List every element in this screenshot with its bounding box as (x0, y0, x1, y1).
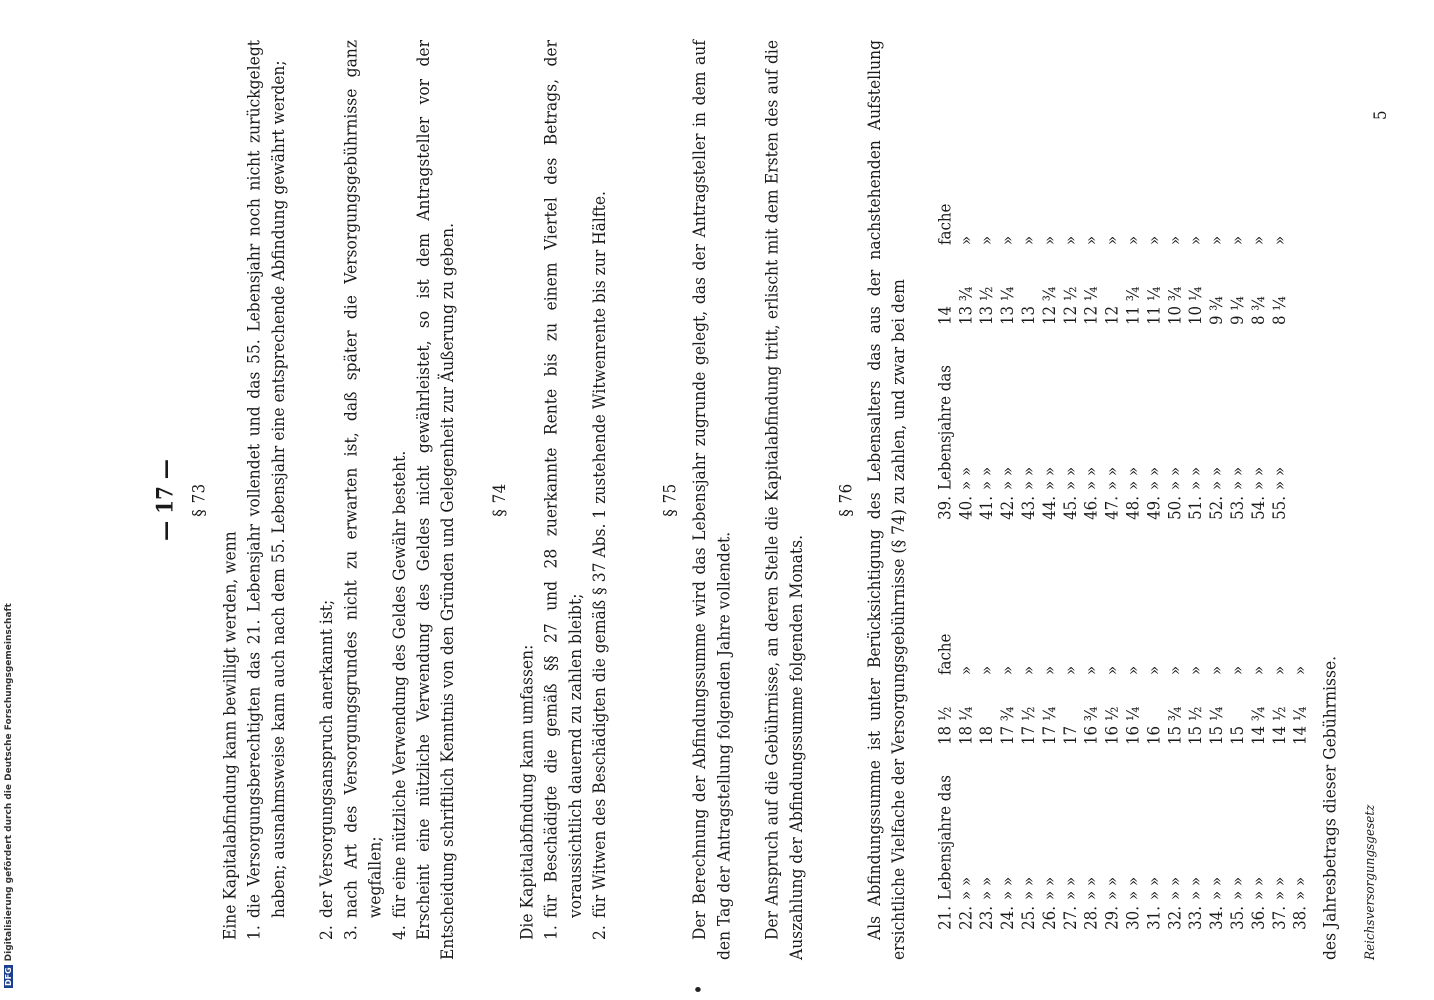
row-age: 22. (955, 906, 976, 930)
row-label: » » (1144, 466, 1164, 490)
row-suffix: » (976, 235, 997, 245)
row-suffix: » (1081, 235, 1102, 245)
page-number: — 17 — (151, 459, 179, 541)
row-label: » » (1164, 466, 1185, 490)
row-age: 31. (1144, 906, 1164, 930)
table-row (1144, 560, 1165, 940)
digitization-credit (4, 0, 16, 1000)
row-multiplier: 13 ½ (976, 286, 997, 325)
section-76-closing: des Jahresbetrags dieser Gebührnisse. (1320, 655, 1340, 960)
row-multiplier: 11 ¾ (1123, 286, 1143, 325)
table-row (1019, 560, 1040, 940)
table-row (1123, 110, 1144, 530)
row-suffix: » (1206, 235, 1227, 245)
row-multiplier: 18 ¼ (955, 706, 976, 745)
table-row (1019, 110, 1040, 530)
row-multiplier: 17 (1060, 725, 1081, 745)
row-multiplier: 18 ½ (935, 706, 955, 745)
table-row (1123, 560, 1144, 940)
section-73-item-4 (387, 40, 411, 940)
row-age: 28. (1081, 906, 1102, 930)
row-multiplier: 9 ¼ (1227, 296, 1248, 325)
row-suffix: » (1185, 235, 1206, 245)
table-row (1269, 560, 1290, 940)
row-age: 36. (1248, 906, 1269, 930)
row-label: » » (1039, 876, 1060, 900)
row-label: » » (997, 466, 1018, 490)
row-label: Lebensjahre das (935, 775, 955, 900)
row-suffix: » (1102, 665, 1122, 675)
row-label: » » (1144, 876, 1164, 900)
row-suffix: » (1018, 235, 1039, 245)
row-suffix: » (1269, 665, 1290, 675)
row-age: 55. (1269, 496, 1290, 520)
section-74-heading: § 74 (489, 483, 510, 517)
item-text: nach Art des Versorgungsgrundes nicht zu erwarten ist, daß später die Versorgungsgebührnisse ganz wegfallen; (341, 40, 385, 918)
row-label: » » (997, 876, 1018, 900)
table-row (1081, 560, 1102, 940)
row-multiplier: 16 ¼ (1123, 706, 1143, 745)
section-73-item-2 (315, 40, 339, 940)
row-multiplier: 8 ¾ (1248, 296, 1269, 325)
row-label: » » (1018, 466, 1039, 490)
row-age: 42. (997, 496, 1018, 520)
table-row (977, 560, 998, 940)
row-age: 39. (935, 496, 955, 520)
row-age: 29. (1102, 906, 1122, 930)
item-number: 2. (316, 925, 337, 940)
row-suffix: » (1185, 665, 1206, 675)
table-row (1207, 560, 1228, 940)
row-multiplier: 15 ¾ (1164, 706, 1185, 745)
row-age: 23. (976, 906, 997, 930)
margin-dot (695, 987, 701, 992)
table-row (956, 110, 977, 530)
row-age: 33. (1185, 906, 1206, 930)
row-suffix: » (1123, 235, 1143, 245)
table-row (998, 560, 1019, 940)
row-suffix: » (1269, 235, 1290, 245)
row-suffix: » (1144, 665, 1164, 675)
table-row (1186, 560, 1207, 940)
row-suffix: » (955, 665, 976, 675)
row-suffix: » (997, 235, 1018, 245)
row-suffix: » (1290, 665, 1311, 675)
table-row (1060, 560, 1081, 940)
row-label: » » (1164, 876, 1185, 900)
section-73-intro: Eine Kapitalabfindung kann bewilligt werden, wenn (220, 531, 240, 940)
table-row (1102, 560, 1123, 940)
row-age: 52. (1206, 496, 1227, 520)
table-row (935, 560, 956, 940)
row-label: » » (1018, 876, 1039, 900)
table-row (1060, 110, 1081, 530)
row-age: 43. (1018, 496, 1039, 520)
row-age: 45. (1060, 496, 1081, 520)
row-label: » » (1081, 876, 1102, 900)
row-multiplier: 13 ¼ (997, 286, 1018, 325)
table-row (1040, 560, 1061, 940)
section-76-intro: Als Abfindungssumme ist unter Berücksichtigung des Lebensalters das aus der nachstehenden Aufstellung ersichtliche Vielfache der Versorgungsgebührnisse (§ 74) zu zahlen, und zwar bei dem (864, 40, 909, 960)
row-label: » » (1060, 876, 1081, 900)
table-row (935, 110, 956, 530)
row-age: 40. (955, 496, 976, 520)
row-multiplier: 14 (935, 305, 955, 325)
row-label: » » (1227, 466, 1248, 490)
row-age: 32. (1164, 906, 1185, 930)
item-text: die Versorgungsberechtigten das 21. Lebensjahr vollendet und das 55. Lebensjahr noch nicht zurückgelegt haben; ausnahmsweise kann auch nach dem 55. Lebensjahr eine entsprechende Abfindung gewährt werden; (244, 40, 289, 918)
row-label: » » (1123, 466, 1143, 490)
row-label: » » (1269, 876, 1290, 900)
section-74-item-1 (539, 40, 587, 940)
item-number: 3. (341, 925, 361, 940)
row-suffix: » (1039, 235, 1060, 245)
row-multiplier: 14 ½ (1269, 706, 1290, 745)
row-multiplier: 11 ¼ (1144, 286, 1164, 325)
document-page (132, 0, 1425, 1000)
table-row (1269, 110, 1290, 530)
row-multiplier: 10 ¾ (1164, 286, 1185, 325)
table-row (977, 110, 998, 530)
row-age: 44. (1039, 496, 1060, 520)
row-label: » » (1248, 876, 1269, 900)
table-row (1207, 110, 1228, 530)
row-suffix: fache (935, 633, 955, 675)
section-76-heading: § 76 (836, 483, 856, 517)
row-multiplier: 14 ¾ (1248, 706, 1269, 745)
row-age: 24. (997, 906, 1018, 930)
row-suffix: » (955, 235, 976, 245)
row-age: 37. (1269, 906, 1290, 930)
row-label: » » (1185, 466, 1206, 490)
row-multiplier: 13 (1018, 305, 1039, 325)
item-number: 2. (589, 925, 610, 940)
item-number: 1. (541, 925, 561, 940)
row-suffix: » (1206, 665, 1227, 675)
row-age: 26. (1039, 906, 1060, 930)
section-73-heading: § 73 (189, 483, 209, 517)
row-label: » » (1123, 876, 1143, 900)
row-label: » » (1039, 466, 1060, 490)
row-suffix: » (997, 665, 1018, 675)
row-multiplier: 16 ½ (1102, 706, 1122, 745)
section-74-item-2 (587, 40, 635, 940)
section-74-intro: Die Kapitalabfindung kann umfassen: (517, 644, 537, 940)
row-multiplier: 9 ¾ (1206, 296, 1227, 325)
item-text: für Beschädigte die gemäß §§ 27 und 28 zuerkannte Rente bis zu einem Viertel des Betrags, der voraussichtlich dauernd zu zahlen bleibt; (541, 40, 586, 918)
row-suffix: » (1123, 665, 1143, 675)
section-73-closing: Erscheint eine nützliche Verwendung des Geldes nicht gewährleistet, so ist dem Antragsteller vor der Entscheidung schriftlich Kenntnis von den Gründen und Gelegenheit zur Äußerung zu geben. (413, 40, 458, 960)
row-suffix: » (1039, 665, 1060, 675)
item-number: 4. (389, 925, 410, 940)
table-row (1290, 560, 1311, 940)
row-suffix: » (1164, 235, 1185, 245)
row-suffix: » (1060, 665, 1081, 675)
row-label: » » (1102, 876, 1122, 900)
row-age: 30. (1123, 906, 1143, 930)
item-text: für Witwen des Beschädigten die gemäß § 37 Abs. 1 zustehende Witwenrente bis zur Hälfte. (589, 191, 610, 918)
row-suffix: » (1081, 665, 1102, 675)
row-multiplier: 8 ¼ (1269, 296, 1290, 325)
row-multiplier: 16 ¾ (1081, 706, 1102, 745)
rotated-page (132, 0, 1425, 1000)
row-suffix: » (1060, 235, 1081, 245)
table-row (1144, 110, 1165, 530)
section-75-paragraph-2: Der Anspruch auf die Gebührnisse, an deren Stelle die Kapitalabfindung tritt, erlischt mit dem Ersten des auf die Auszahlung der Abfindungssumme folgenden Monats. (762, 40, 807, 960)
row-age: 21. (935, 906, 955, 930)
row-multiplier: 13 ¾ (955, 286, 976, 325)
multiplier-table-left (935, 560, 1311, 940)
row-multiplier: 12 ½ (1060, 286, 1081, 325)
multiplier-table-right (935, 110, 1290, 530)
row-suffix: » (1144, 235, 1164, 245)
row-multiplier: 12 ¾ (1039, 286, 1060, 325)
row-multiplier: 17 ½ (1018, 706, 1039, 745)
row-age: 27. (1060, 906, 1081, 930)
row-label: » » (955, 876, 976, 900)
row-multiplier: 12 (1102, 305, 1122, 325)
row-suffix: » (1248, 665, 1269, 675)
credit-text: Digitalisierung gefördert durch die Deutsche Forschungsgemeinschaft (4, 603, 14, 962)
section-75-heading: § 75 (660, 483, 680, 517)
row-age: 49. (1144, 496, 1164, 520)
item-number: 1. (244, 925, 264, 940)
dfg-logo-icon: DFG (4, 967, 13, 986)
row-label: » » (1185, 876, 1206, 900)
table-row (1186, 110, 1207, 530)
row-label: » » (1206, 466, 1227, 490)
section-73-item-1 (242, 40, 315, 940)
row-multiplier: 15 ½ (1185, 706, 1206, 745)
row-multiplier: 16 (1144, 725, 1164, 745)
table-row (1081, 110, 1102, 530)
row-label: » » (1227, 876, 1248, 900)
row-age: 46. (1081, 496, 1102, 520)
table-row (956, 560, 977, 940)
row-age: 25. (1018, 906, 1039, 930)
row-label: » » (955, 466, 976, 490)
row-age: 47. (1102, 496, 1122, 520)
table-row (1102, 110, 1123, 530)
row-suffix: » (1018, 665, 1039, 675)
row-suffix: » (1248, 235, 1269, 245)
row-multiplier: 17 ¼ (1039, 706, 1060, 745)
row-suffix: » (1164, 665, 1185, 675)
row-suffix: fache (935, 203, 955, 245)
row-multiplier: 17 ¾ (997, 706, 1018, 745)
table-row (1165, 560, 1186, 940)
row-suffix: » (976, 665, 997, 675)
row-age: 48. (1123, 496, 1143, 520)
item-text: für eine nützliche Verwendung des Geldes Gewähr besteht. (389, 450, 410, 918)
row-label: » » (1269, 466, 1290, 490)
row-age: 54. (1248, 496, 1269, 520)
row-label: » » (1290, 876, 1311, 900)
row-age: 34. (1206, 906, 1227, 930)
row-multiplier: 15 (1227, 725, 1248, 745)
section-73-item-3 (339, 40, 387, 940)
row-label: » » (976, 876, 997, 900)
row-suffix: » (1227, 665, 1248, 675)
row-suffix: » (1227, 235, 1248, 245)
table-row (998, 110, 1019, 530)
table-row (1249, 110, 1270, 530)
row-multiplier: 18 (976, 725, 997, 745)
table-row (1040, 110, 1061, 530)
row-label: » » (1206, 876, 1227, 900)
row-label: » » (1248, 466, 1269, 490)
row-label: » » (976, 466, 997, 490)
item-text: der Versorgungsanspruch anerkannt ist; (316, 599, 337, 918)
row-label: » » (1102, 466, 1122, 490)
table-row (1249, 560, 1270, 940)
row-age: 53. (1227, 496, 1248, 520)
row-age: 41. (976, 496, 997, 520)
row-age: 51. (1185, 496, 1206, 520)
row-multiplier: 14 ¼ (1290, 706, 1311, 745)
row-multiplier: 10 ¼ (1185, 286, 1206, 325)
row-label: Lebensjahre das (935, 365, 955, 490)
table-row (1165, 110, 1186, 530)
row-label: » » (1060, 466, 1081, 490)
signature-mark: 5 (1370, 110, 1391, 120)
row-multiplier: 15 ¼ (1206, 706, 1227, 745)
running-footer: Reichsversorgungsgesetz (1361, 804, 1378, 960)
row-age: 35. (1227, 906, 1248, 930)
row-suffix: » (1102, 235, 1122, 245)
row-age: 38. (1290, 906, 1311, 930)
row-age: 50. (1164, 496, 1185, 520)
row-label: » » (1081, 466, 1102, 490)
table-row (1228, 560, 1249, 940)
section-75-paragraph-1: Der Berechnung der Abfindungssumme wird das Lebensjahr zugrunde gelegt, das der Antragsteller in dem auf den Tag der Antragstellung folgenden Jahre vollendet. (689, 40, 734, 960)
row-multiplier: 12 ¼ (1081, 286, 1102, 325)
table-row (1228, 110, 1249, 530)
